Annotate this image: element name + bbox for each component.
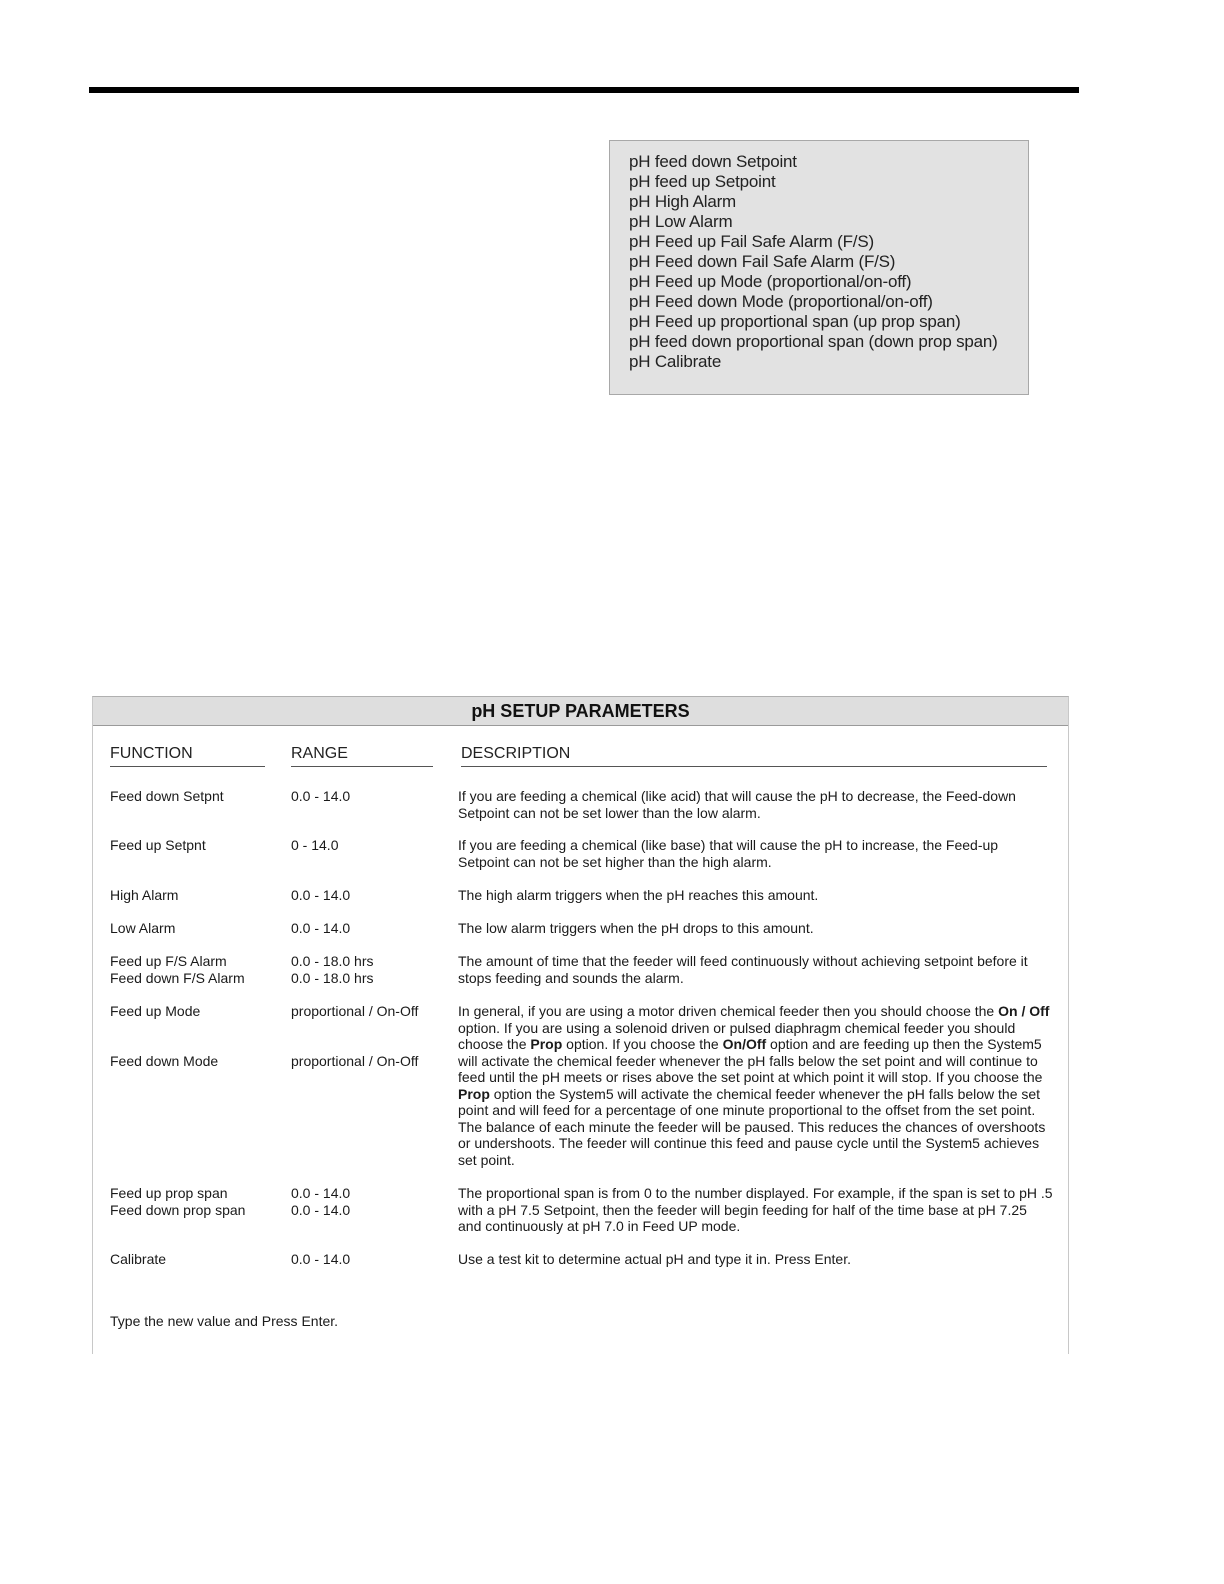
range-cell: 0.0 - 14.0 xyxy=(291,920,351,936)
range-cell: 0.0 - 14.0 xyxy=(291,788,351,804)
description-text: In general, if you are using a motor driven chemical feeder then you should choose the xyxy=(458,1003,999,1019)
menu-item-low-alarm[interactable]: pH Low Alarm xyxy=(629,212,733,231)
menu-item-feed-up-mode[interactable]: pH Feed up Mode (proportional/on-off) xyxy=(629,272,912,291)
menu-item-feed-down-prop-span[interactable]: pH feed down proportional span (down prop span) xyxy=(629,332,998,351)
on-off-keyword: On / Off xyxy=(998,1003,1050,1019)
function-cell: Feed up Mode Feed down Mode xyxy=(110,1003,219,1069)
ph-setup-parameters-panel xyxy=(92,696,1069,1354)
description-cell: The proportional span is from 0 to the number displayed. For example, if the span is set to pH .5 with a pH 7.5 Setpoint, then the feeder will begin feeding for half of the time base at pH 7.25 and continuously at pH 7.0 in Feed UP mode. xyxy=(458,1185,1053,1234)
column-header-description: DESCRIPTION xyxy=(461,744,1047,767)
description-cell: If you are feeding a chemical (like base) that will cause the pH to increase, the Feed-up Setpoint can not be set higher than the high alarm. xyxy=(458,837,999,870)
footer-instruction: Type the new value and Press Enter. xyxy=(110,1313,339,1329)
description-cell xyxy=(458,1003,1053,1168)
function-cell: Calibrate xyxy=(110,1251,167,1267)
menu-item-feed-down-setpoint[interactable]: pH feed down Setpoint xyxy=(629,152,797,171)
menu-item-feed-down-fail-safe-alarm[interactable]: pH Feed down Fail Safe Alarm (F/S) xyxy=(629,252,896,271)
description-text: option the System5 will activate the chemical feeder whenever the pH falls below the set point and will feed for a percentage of one minute proportional to the offset from the set point. The balance of each minute the feeder will be paused. This reduces the chances of overshoots or undershoots. The feeder will continue this feed and pause cycle until the System5 achieves set point. xyxy=(458,1085,1046,1168)
range-cell: 0.0 - 18.0 hrs 0.0 - 18.0 hrs xyxy=(291,953,374,986)
range-cell: 0.0 - 14.0 xyxy=(291,887,351,903)
menu-item-calibrate[interactable]: pH Calibrate xyxy=(629,352,722,371)
description-text: option and are feeding up then the System5 will activate the chemical feeder whenever the pH falls below the set point and will continue to feed until the pH meets or rises above the set point at which point it will stop. If you choose the xyxy=(458,1036,1043,1085)
function-cell: Feed up F/S Alarm Feed down F/S Alarm xyxy=(110,953,245,986)
menu-item-high-alarm[interactable]: pH High Alarm xyxy=(629,192,736,211)
description-cell: The amount of time that the feeder will feed continuously without achieving setpoint before it stops feeding and sounds the alarm. xyxy=(458,953,1028,986)
function-cell: Feed up Setpnt xyxy=(110,837,206,853)
description-cell: Use a test kit to determine actual pH and type it in. Press Enter. xyxy=(458,1251,851,1267)
range-cell: 0.0 - 14.0 xyxy=(291,1251,351,1267)
range-cell: 0 - 14.0 xyxy=(291,837,339,853)
function-cell: Feed up prop span Feed down prop span xyxy=(110,1185,246,1218)
panel-title: pH SETUP PARAMETERS xyxy=(93,697,1068,726)
menu-item-feed-down-mode[interactable]: pH Feed down Mode (proportional/on-off) xyxy=(629,292,933,311)
function-cell: Low Alarm xyxy=(110,920,176,936)
ph-menu-box xyxy=(609,140,1029,395)
description-text: option. If you are using a solenoid driven or pulsed diaphragm chemical feeder you should choose the xyxy=(458,1019,1016,1052)
column-header-function: FUNCTION xyxy=(110,744,265,767)
range-cell: 0.0 - 14.0 0.0 - 14.0 xyxy=(291,1185,351,1218)
description-text: option. If you choose the xyxy=(562,1036,723,1052)
menu-item-feed-up-fail-safe-alarm[interactable]: pH Feed up Fail Safe Alarm (F/S) xyxy=(629,232,874,251)
menu-item-feed-up-setpoint[interactable]: pH feed up Setpoint xyxy=(629,172,776,191)
description-cell: The low alarm triggers when the pH drops to this amount. xyxy=(458,920,814,936)
function-cell: Feed down Setpnt xyxy=(110,788,224,804)
prop-keyword: Prop xyxy=(458,1085,490,1102)
menu-item-feed-up-prop-span[interactable]: pH Feed up proportional span (up prop span) xyxy=(629,312,961,331)
function-cell: High Alarm xyxy=(110,887,179,903)
column-header-range: RANGE xyxy=(291,744,433,767)
range-cell: proportional / On-Off proportional / On-Off xyxy=(291,1003,419,1069)
top-rule xyxy=(89,87,1079,93)
on-off-keyword: On/Off xyxy=(722,1036,767,1052)
description-cell: If you are feeding a chemical (like acid) that will cause the pH to decrease, the Feed-down Setpoint can not be set lower than the low alarm. xyxy=(458,788,1016,821)
prop-keyword: Prop xyxy=(530,1036,563,1052)
description-cell: The high alarm triggers when the pH reaches this amount. xyxy=(458,887,819,903)
